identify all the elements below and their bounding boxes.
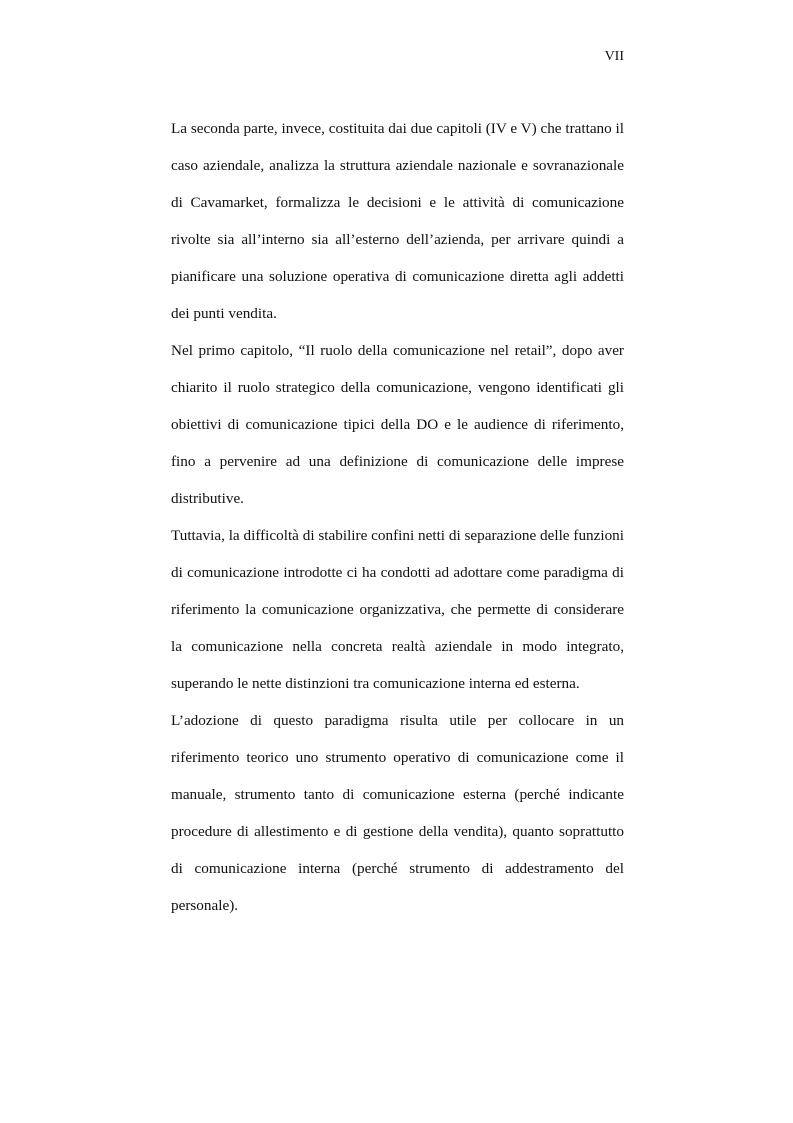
paragraph-organizational-communication: Tuttavia, la difficoltà di stabilire confini netti di separazione delle funzioni di comunicazione introdotte ci ha condotti ad adottare come paradigma di riferimento la comunicazione organizzativa, che permette di considerare la comunicazione nella concreta realtà aziendale in modo integrato, superando le nette distinzioni tra comunicazione interna ed esterna. xyxy=(171,527,624,692)
paragraph-second-part: La seconda parte, invece, costituita dai due capitoli (IV e V) che trattano il caso aziendale, analizza la struttura aziendale nazionale e sovranazionale di Cavamarket, formalizza le decisioni e le attività di comunicazione rivolte sia all’interno sia all’esterno dell’azienda, per arrivare quindi a pianificare una soluzione operativa di comunicazione diretta agli addetti dei punti vendita. xyxy=(171,120,624,322)
paragraph-first-chapter: Nel primo capitolo, “Il ruolo della comunicazione nel retail”, dopo aver chiarito il ruolo strategico della comunicazione, vengono identificati gli obiettivi di comunicazione tipici della DO e le audience di riferimento, fino a pervenire ad una definizione di comunicazione delle imprese distributive. xyxy=(171,342,624,507)
paragraph-paradigm-adoption: L’adozione di questo paradigma risulta utile per collocare in un riferimento teorico uno strumento operativo di comunicazione come il manuale, strumento tanto di comunicazione esterna (perché indicante procedure di allestimento e di gestione della vendita), quanto soprattutto di comunicazione interna (perché strumento di addestramento del personale). xyxy=(171,712,624,914)
page-number: VII xyxy=(604,49,624,64)
body-text xyxy=(171,110,624,924)
